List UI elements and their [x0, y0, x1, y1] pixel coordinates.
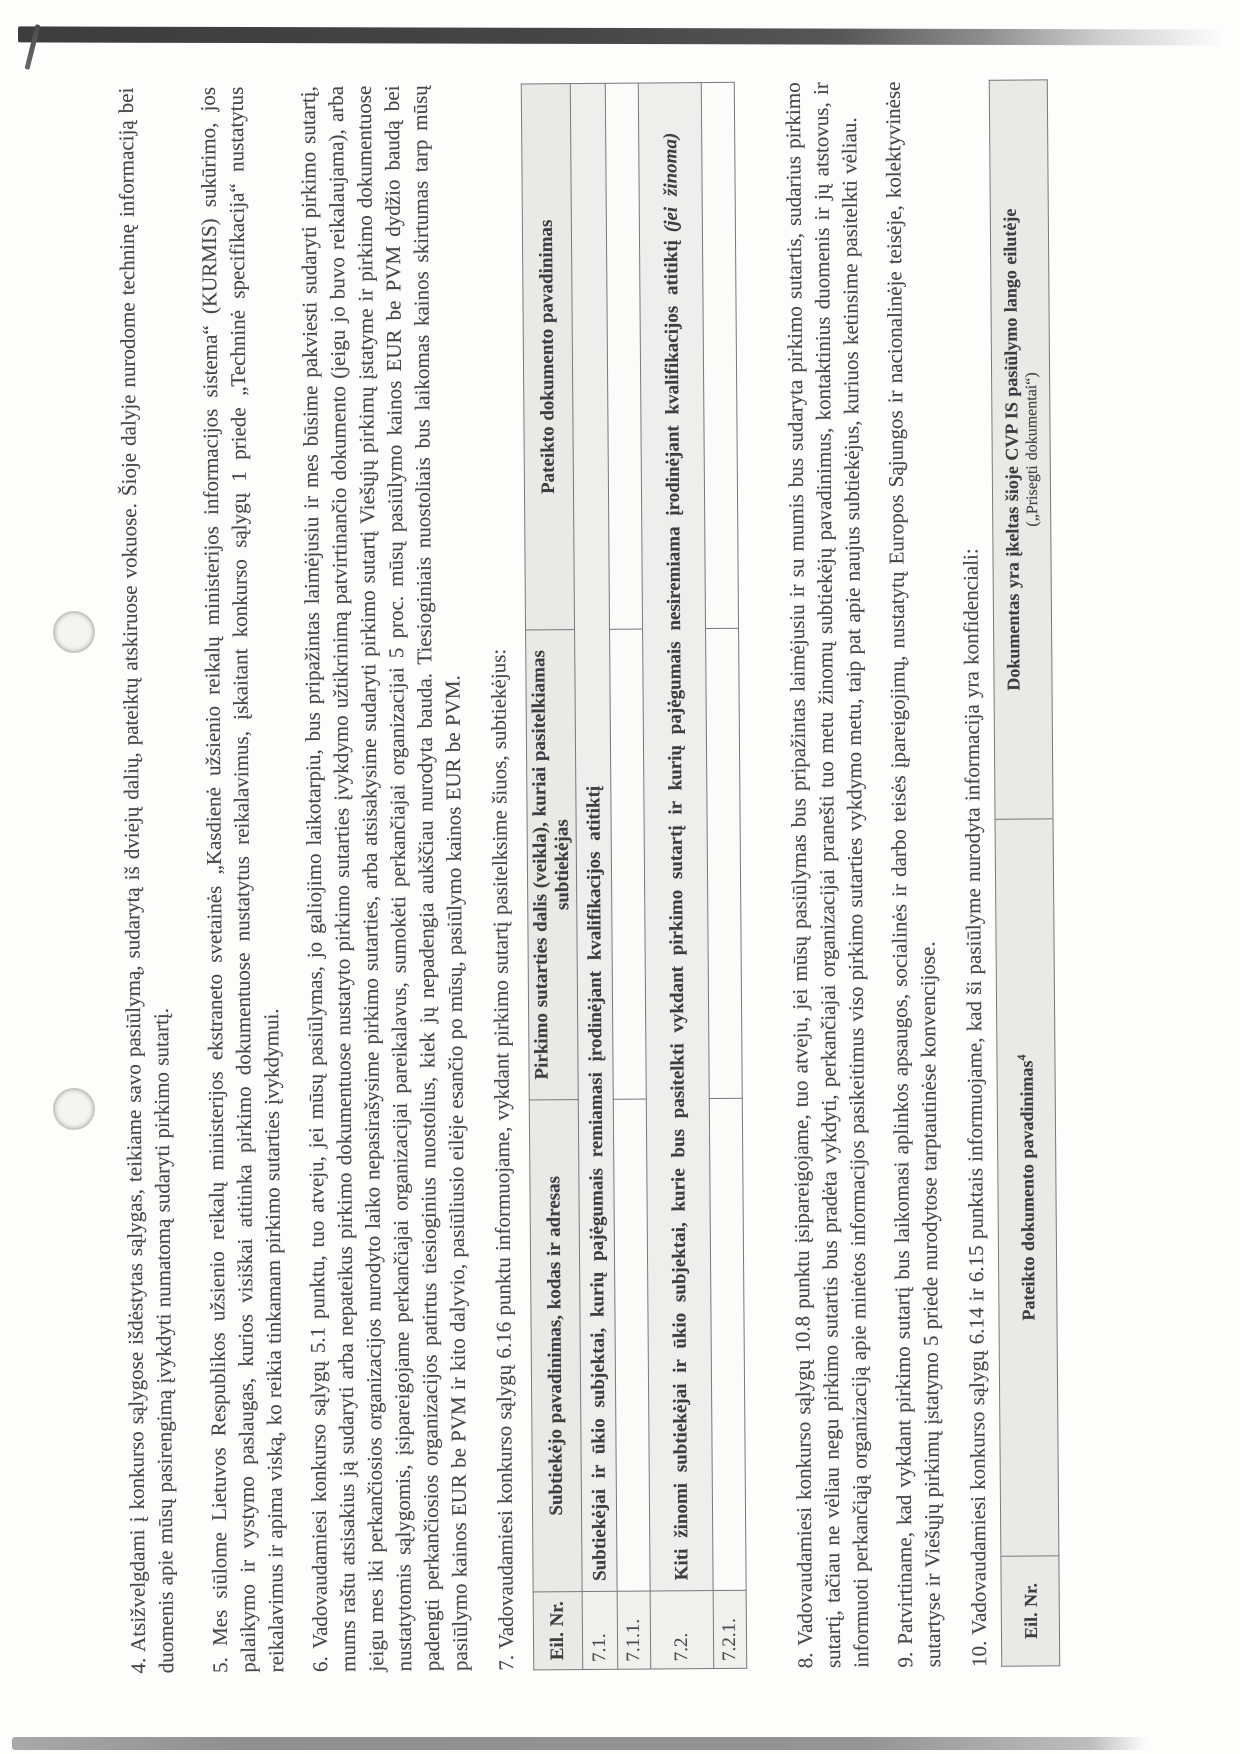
header-pirkimo-sutarties-dalis: Pirkimo sutarties dalis (veikla), kuriai pasitelkiamas subtiekėjas [526, 630, 579, 1100]
confidential-table-header-row [989, 80, 1059, 1666]
paragraph-9: 9. Patvirtiname, kad vykdant pirkimo sutartį bus laikomasi aplinkos apsaugos, socialinės ir darbo teisės įpareigojimų, nustatytų Europos Sąjungos ir nacionalinėje teisėje, kolektyvinėse sutartyse ir Viešųjų pirkimų įstatymo 5 priede nurodytose tarptautinėse konvencijose. [880, 81, 946, 1668]
paragraph-10: 10. Vadovaudamiesi konkurso sąlygų 6.14 ir 6.15 punktais informuojame, kad ši pasiūlyme nurodyta informacija yra konfidenciali: [958, 548, 992, 1668]
paragraph-5: 5. Mes siūlome Lietuvos Respublikos užsienio reikalų ministerijos ekstraneto svetainės „Kasdienė užsienio reikalų ministerijos informacijos sistema“ (KURMIS) sukūrimo, jos palaikymo ir vystymo paslaugas, kurios visiškai atitinka pirkimo dokumentuose nustatytus reikalavimus, įskaitant konkurso sąlygų 1 priede „Techninė specifikacija“ nustatytus reikalavimus ir apima viską, ko reikia tinkamam pirkimo sutarties įvykdymui. [195, 86, 289, 1673]
header-subtiekejo-pavadinimas: Subtiekėjo pavadinimas, kodas ir adresas [529, 1100, 582, 1592]
header-col3-line2: („Prisegti dokumentai“) [1023, 372, 1042, 527]
header-eil-nr-2: Eil. Nr. [1001, 1556, 1060, 1666]
empty-cell [613, 1099, 650, 1591]
punch-hole [53, 1088, 95, 1130]
header-col3-line1: Dokumentas yra įkeltas šioje CVP IS pasiūlymo lango eilutėje [999, 208, 1024, 691]
document-body [112, 80, 1060, 1673]
row-7-1-merged-text: Subtiekėjai ir ūkio subjektai, kurių pajėgumais remiamasi įrodinėjant kvalifikacijos atitiktį [570, 83, 617, 1591]
header-pateikto-dokumento-pavadinimas-2 [995, 819, 1059, 1556]
empty-cell [701, 82, 738, 628]
footnote-marker: 4 [1013, 1054, 1028, 1061]
header-eil-nr: Eil. Nr. [533, 1592, 583, 1670]
empty-cell [709, 1098, 746, 1590]
row-number-7-2-1: 7.2.1. [713, 1590, 747, 1668]
punch-hole [53, 611, 95, 653]
row-7-2-merged-text [638, 83, 713, 1591]
header-dokumentas-yra-ikeltas [989, 80, 1053, 819]
scanner-edge-shadow-bottom [12, 1737, 1147, 1750]
row-7-2-suffix: (jei žinoma) [659, 132, 682, 233]
subcontractors-table [521, 82, 747, 1671]
paragraph-7: 7. Vadovaudamiesi konkurso sąlygų 6.16 punktu informuojame, vykdant pirkimo sutartį pasitelksime šiuos, subtiekėjus: [486, 648, 519, 1671]
paragraph-6: 6. Vadovaudamiesi konkurso sąlygų 5.1 punktu, tuo atveju, jei mūsų pasiūlymas, jo galiojimo laikotarpiu, bus pripažintas laimėjusiu ir mes būsime pakviesti sudaryti pirkimo sutartį, mums raštu atsisakius ją sudaryti arba nepateikus pirkimo dokumentuose nustatyto pirkimo sutarties įvykdymo užtikrinimą patvirtinančio dokumento (jeigu jo buvo reikalaujama), arba jeigu mes iki perkančiosios organizacijos nurodyto laiko nepasirašysime pirkimo sutarties, arba atsisakysime sudaryti pirkimo sutartį Viešųjų pirkimų įstatyme ir pirkimo dokumentuose nustatytomis sąlygomis, įsipareigojame perkančiajai organizacijai pareikalavus, sumokėti perkančiajai organizacijai 5 proc. mūsų pasiūlymo kainos EUR be PVM dydžio baudą bei padengti perkančiosios organizacijos patirtus tiesioginius nuostolius, kiek jų nepadengia aukščiau nurodyta bauda. Tiesioginiais nuostoliais bus laikomas kainos skirtumas tarp mūsų pasiūlymo kainos EUR be PVM ir kito dalyvio, pasiūliusio eilėje esančio po mūsų, pasiūlymo kainos EUR be PVM. [295, 85, 473, 1673]
confidential-documents-table [989, 79, 1060, 1666]
row-number-7-1: 7.1. [582, 1591, 618, 1669]
row-number-7-2: 7.2. [650, 1591, 714, 1669]
empty-cell [706, 628, 743, 1098]
scanner-edge-shadow-top [18, 26, 1224, 45]
row-number-7-1-1: 7.1.1. [617, 1591, 651, 1669]
empty-cell [610, 629, 647, 1099]
header-col2-text: Pateikto dokumento pavadinimas [1015, 1060, 1038, 1321]
empty-cell [605, 83, 642, 629]
paragraph-4: 4. Atsižvelgdami į konkurso sąlygose išdėstytas sąlygas, teikiame savo pasiūlymą, sudarytą iš dviejų dalių, pateiktų atskiruose vokuose. Šioje dalyje nurodome techninę informaciją bei duomenis apie mūsų pasirengimą įvykdyti numatomą sudaryti pirkimo sutartį. [113, 87, 179, 1674]
header-pateikto-dokumento-pavadinimas: Pateikto dokumento pavadinimas [521, 84, 574, 630]
row-7-2-text: Kiti žinomi subtiekėjai ir ūkio subjektai, kurie bus pasitelkti vykdant pirkimo sutartį ir kurių pajėgumais nesiremiama įrodinėjant kvalifikacijos atitiktį [660, 240, 693, 1581]
paragraph-8: 8. Vadovaudamiesi konkurso sąlygų 10.8 punktu įsipareigojame, tuo atveju, jei mūsų pasiūlymas bus pripažintas laimėjusiu ir su mumis bus sudaryta pirkimo sutartis, sudarius pirkimo sutartį, tačiau ne vėliau negu pirkimo sutartis bus pradėta vykdyti, perkančiajai organizacijai pranešti tuo metu žinomų subtiekėjų pavadinimus, kontaktinius duomenis ir jų atstovus, ir informuoti perkančiąją organizaciją apie minėtos informacijos pasikeitimus viso pirkimo sutarties vykdymo metu, taip pat apie naujus subtiekėjus, kuriuos ketinsime pasitelkti vėliau. [780, 82, 874, 1669]
